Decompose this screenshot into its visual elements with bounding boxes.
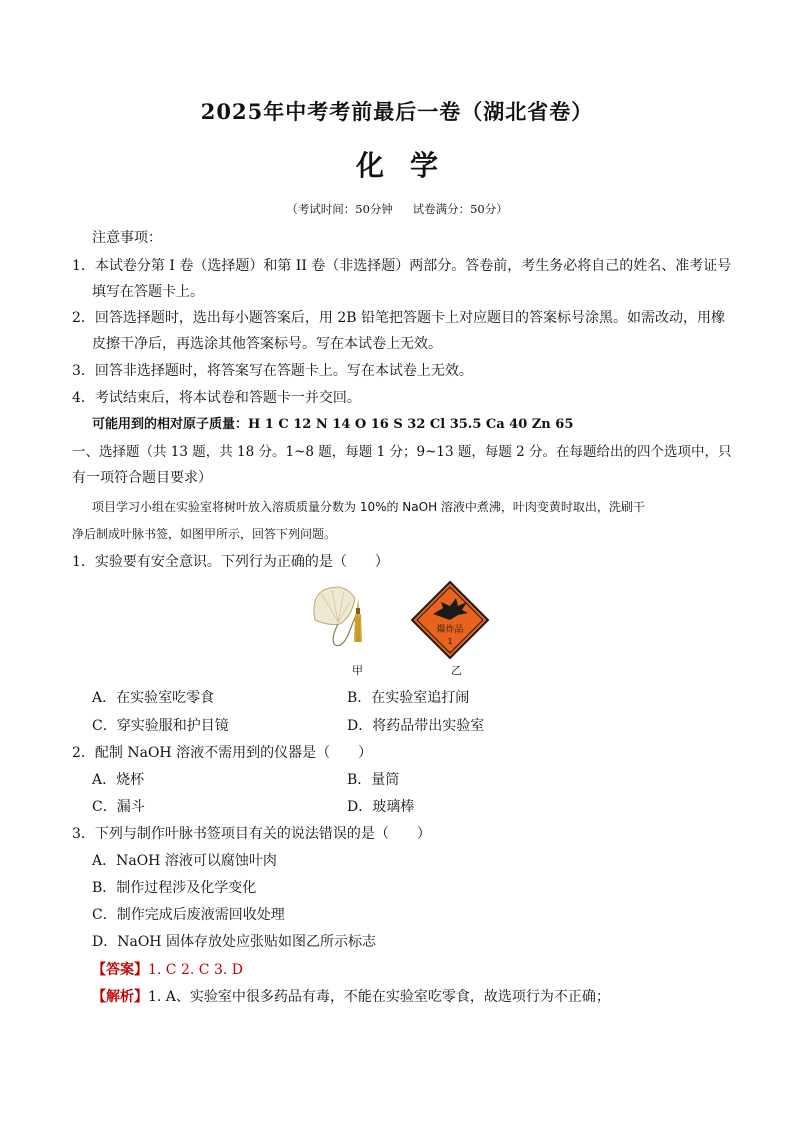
section-heading: 有一项符合题目要求） [72, 470, 212, 486]
option-b: B．制作过程涉及化学变化 [92, 880, 257, 896]
sign-number: 1 [447, 637, 453, 646]
exam-info [0, 201, 794, 217]
question-stem: 2．配制 NaOH 溶液不需用到的仪器是（ ） [72, 745, 373, 761]
exam-time: （考试时间：50分钟 [286, 202, 393, 216]
answer-text: 1. C 2. C 3. D [148, 962, 243, 978]
question-figure [300, 580, 500, 680]
passage: 项目学习小组在实验室将树叶放入溶质质量分数为 10%的 NaOH 溶液中煮沸，叶肉变黄时取出，洗刷干 [92, 500, 645, 514]
option-c: C．漏斗 [92, 799, 145, 815]
analysis-tag: 【解析】 [92, 989, 148, 1005]
answer-tag: 【答案】 [92, 962, 148, 978]
explosive-hazard-sign-image [412, 582, 488, 658]
note-item: 3．回答非选择题时，将答案写在答题卡上。写在本试卷上无效。 [72, 363, 473, 379]
analysis-text: 1. A、实验室中很多药品有毒，不能在实验室吃零食，故选项行为不正确； [148, 989, 610, 1005]
question-stem: 1．实验要有安全意识。下列行为正确的是（ ） [72, 554, 389, 570]
subject-title: 化学 [355, 149, 464, 182]
note-item: 填写在答题卡上。 [92, 284, 204, 300]
option-c: C．穿实验服和护目镜 [92, 718, 229, 734]
option-a: A．NaOH 溶液可以腐蚀叶肉 [92, 853, 277, 869]
option-b: B．量筒 [347, 772, 400, 788]
note-item: 皮擦干净后，再选涂其他答案标号。写在本试卷上无效。 [92, 336, 442, 352]
passage: 净后制成叶脉书签，如图甲所示，回答下列问题。 [72, 527, 337, 541]
atomic-masses: 可能用到的相对原子质量：H 1 C 12 N 14 O 16 S 32 Cl 35.5 Ca 40 Zn 65 [92, 417, 574, 432]
notes-heading: 注意事项： [92, 230, 162, 246]
sign-text: 爆炸品 [436, 625, 464, 635]
ginkgo-leaf-bookmark-image [314, 587, 362, 645]
option-c: C．制作完成后废液需回收处理 [92, 907, 285, 923]
exam-title: 2025年中考考前最后一卷（湖北省卷） [200, 99, 594, 124]
option-a: A．在实验室吃零食 [92, 690, 215, 706]
question-stem: 3．下列与制作叶脉书签项目有关的说法错误的是（ ） [72, 826, 431, 842]
option-b: B．在实验室追打闹 [347, 690, 470, 706]
note-item: 4．考试结束后，将本试卷和答题卡一并交回。 [72, 390, 361, 406]
answer-line [92, 960, 243, 980]
note-item: 1．本试卷分第 I 卷（选择题）和第 II 卷（非选择题）两部分。答卷前，考生务必将自己的姓名、准考证号 [72, 258, 732, 274]
note-item: 2．回答选择题时，选出每小题答案后，用 2B 铅笔把答题卡上对应题目的答案标号涂黑。如需改动，用橡 [72, 310, 726, 326]
option-d: D．玻璃棒 [347, 799, 415, 815]
option-a: A．烧杯 [92, 772, 145, 788]
section-heading: 一、选择题（共 13 题，共 18 分。1~8 题，每题 1 分；9~13 题，每题 2 分。在每题给出的四个选项中，只 [72, 444, 732, 460]
caption-yi: 乙 [451, 664, 462, 677]
option-d: D．NaOH 固体存放处应张贴如图乙所示标志 [92, 934, 376, 950]
full-score: 试卷满分：50分） [412, 202, 508, 216]
caption-jia: 甲 [352, 664, 363, 677]
analysis-line [92, 987, 610, 1007]
option-d: D．将药品带出实验室 [347, 718, 485, 734]
